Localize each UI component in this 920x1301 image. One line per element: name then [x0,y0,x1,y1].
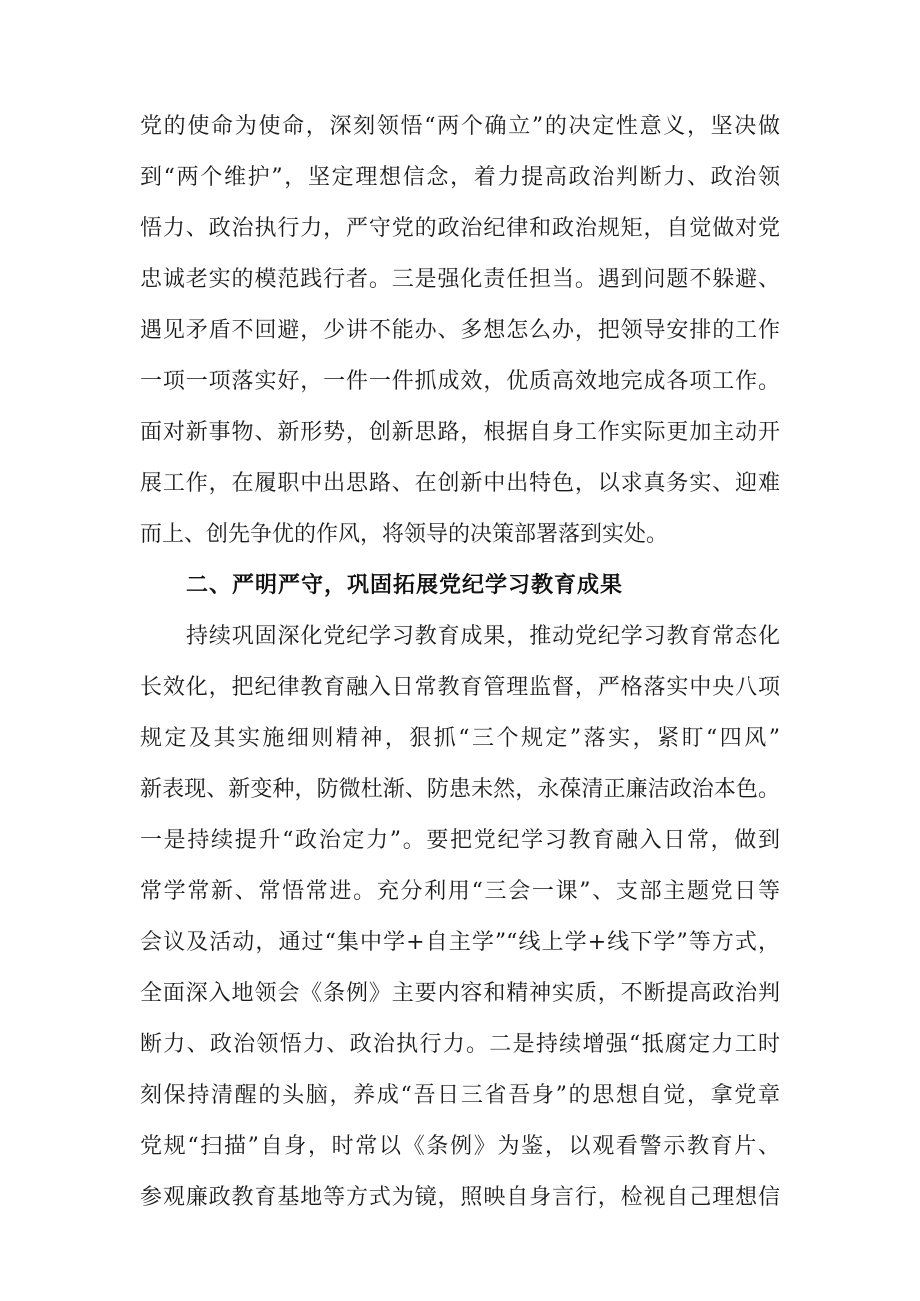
paragraph-line: 忠诚老实的模范践行者。三是强化责任担当。遇到问题不躲避、 [140,267,780,292]
paragraph-line: 悟力、政治执行力，严守党的政治纪律和政治规矩，自觉做对党 [140,216,780,241]
paragraph-line: 面对新事物、新形势，创新思路，根据自身工作实际更加主动开 [140,420,780,445]
paragraph-line: 一是持续提升“政治定力”。要把党纪学习教育融入日常，做到 [140,828,780,853]
paragraph-line: 参观廉政教育基地等方式为镜，照映自身言行，检视自己理想信 [140,1185,780,1210]
paragraph-line: 到“两个维护”，坚定理想信念，着力提高政治判断力、政治领 [140,165,780,190]
paragraph-line: 持续巩固深化党纪学习教育成果，推动党纪学习教育常态化 [186,624,780,649]
paragraph-line: 会议及活动，通过“集中学+自主学”“线上学+线下学”等方式， [140,930,780,955]
paragraph-line: 展工作，在履职中出思路、在创新中出特色，以求真务实、迎难 [140,471,780,496]
paragraph-line: 遇见矛盾不回避，少讲不能办、多想怎么办，把领导安排的工作 [140,318,780,343]
paragraph-line: 党规“扫描”自身，时常以《条例》为鉴，以观看警示教育片、 [140,1134,780,1159]
paragraph-line: 常学常新、常悟常进。充分利用“三会一课”、支部主题党日等 [140,879,780,904]
paragraph-line: 长效化，把纪律教育融入日常教育管理监督，严格落实中央八项 [140,675,780,700]
paragraph-line: 全面深入地领会《条例》主要内容和精神实质，不断提高政治判 [140,981,780,1006]
paragraph-line: 而上、创先争优的作风，将领导的决策部署落到实处。 [140,522,669,547]
paragraph-line: 一项一项落实好，一件一件抓成效，优质高效地完成各项工作。 [140,369,780,394]
section-heading: 二、严明严守，巩固拓展党纪学习教育成果 [186,573,624,598]
paragraph-line: 规定及其实施细则精神，狠抓“三个规定”落实，紧盯“四风” [140,726,780,751]
paragraph-line: 刻保持清醒的头脑，养成“吾日三省吾身”的思想自觉，拿党章 [140,1083,780,1108]
paragraph-line: 断力、政治领悟力、政治执行力。二是持续增强“抵腐定力工时 [140,1032,780,1057]
paragraph-line: 党的使命为使命，深刻领悟“两个确立”的决定性意义，坚决做 [140,114,780,139]
paragraph-line: 新表现、新变种，防微杜渐、防患未然，永葆清正廉洁政治本色。 [140,777,780,802]
